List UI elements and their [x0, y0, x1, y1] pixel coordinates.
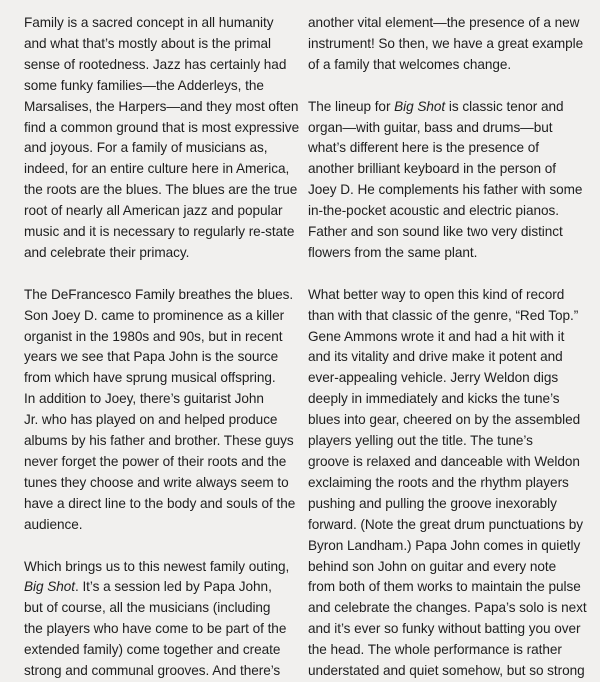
text-line: exclaiming the roots and the rhythm players — [308, 474, 569, 490]
text-line: Family is a sacred concept in all humanity — [24, 15, 274, 30]
text-line: some funky families—the Adderleys, the — [24, 77, 264, 93]
text-line: and what that’s mostly about is the primal — [24, 35, 271, 51]
paragraph-vital-element — [308, 13, 584, 76]
text-line: groove is relaxed and danceable with Weldon — [308, 454, 580, 469]
text-line: strong and communal grooves. And there’s — [24, 663, 281, 679]
left-text-column — [24, 13, 300, 682]
text-line: and it’s ever so funky without batting you over — [308, 621, 581, 637]
text-line: what’s different here is the presence of — [308, 140, 539, 156]
text-line: audience. — [24, 516, 83, 532]
text-line: Joey D. He complements his father with some — [308, 182, 583, 198]
text-line: from which have sprung musical offspring. — [24, 370, 276, 386]
text-line: extended family) come together and create — [24, 642, 281, 658]
text-line: and celebrate their primacy. — [24, 244, 190, 260]
text-line: pushing and pulling the groove inexorably — [308, 495, 557, 511]
text-line: forward. (Note the great drum punctuations by — [308, 516, 584, 532]
text-line: another vital element—the presence of a new — [308, 15, 580, 30]
text-line: root of nearly all American jazz and popular — [24, 203, 283, 219]
paragraph-gap — [308, 264, 578, 285]
text-line-with-title — [24, 577, 294, 598]
text-line: and celebrate the changes. Papa’s solo is next — [308, 600, 587, 616]
text-line: players yelling out the title. The tune’s — [308, 433, 533, 449]
text-line: indeed, for an entire culture here in America, — [24, 161, 290, 177]
paragraph-lineup — [308, 97, 583, 264]
text-line: Jr. who has played on and helped produce — [24, 412, 278, 428]
album-title: Big Shot — [24, 579, 75, 595]
paragraph-defrancesco-family — [24, 285, 294, 536]
text-fragment: The lineup for — [308, 98, 395, 114]
text-line: understated and quiet somehow, but so strong — [308, 663, 585, 679]
paragraph-red-top — [308, 285, 587, 682]
text-line: from both of them works to maintain the pulse — [308, 579, 581, 595]
text-line: music and it is necessary to regularly re-state — [24, 224, 295, 240]
text-line: years we see that Papa John is the source — [24, 349, 279, 365]
text-line: sense of rootedness. Jazz has certainly had — [24, 56, 287, 72]
paragraph-gap — [24, 536, 294, 557]
text-line: of a family that welcomes change. — [308, 56, 512, 72]
text-line: albums by his father and brother. These guys — [24, 433, 294, 449]
text-line: behind son John on guitar and every note — [308, 558, 557, 574]
text-fragment: . It’s a session led by Papa John, — [75, 579, 272, 595]
text-line: organ—with guitar, bass and drums—but — [308, 119, 553, 135]
text-line: deeply in immediately and kicks the tune’s — [308, 391, 560, 407]
text-line: but of course, all the musicians (including — [24, 600, 271, 616]
text-line: Byron Landham.) Papa John comes in quietly — [308, 537, 581, 553]
text-line: ever-appealing vehicle. Jerry Weldon digs — [308, 370, 559, 386]
text-line: tunes they choose and write always seem to — [24, 474, 289, 490]
text-line: Marsalises, the Harpers—and they most often — [24, 98, 299, 114]
text-line-with-title — [308, 97, 578, 118]
text-line: Son Joey D. came to prominence as a killer — [24, 307, 285, 323]
paragraph-gap — [24, 264, 294, 285]
paragraph-gap — [308, 76, 578, 97]
text-line: never forget the power of their roots and the — [24, 454, 287, 470]
text-line: than with that classic of the genre, “Red Top.” — [308, 307, 579, 323]
text-fragment: is classic tenor and — [445, 98, 564, 114]
text-line: find a common ground that is most expressive — [24, 119, 300, 135]
album-title: Big Shot — [394, 98, 446, 114]
text-line: and its vitality and drive make it potent and — [308, 349, 563, 365]
text-line: another brilliant keyboard in the person of — [308, 161, 556, 177]
text-line: organist in the 1980s and 90s, but in recent — [24, 328, 283, 344]
text-line: Gene Ammons wrote it and had a hit with it — [308, 328, 565, 344]
text-line: The DeFrancesco Family breathes the blues. — [24, 286, 294, 302]
text-line: the head. The whole performance is rather — [308, 642, 562, 658]
text-line: flowers from the same plant. — [308, 244, 478, 260]
text-line: the players who have come to be part of the — [24, 621, 287, 637]
text-line: have a direct line to the body and souls of the — [24, 495, 296, 511]
text-line: Which brings us to this newest family outing, — [24, 558, 290, 574]
text-line: instrument! So then, we have a great example — [308, 35, 584, 51]
text-line: In addition to Joey, there’s guitarist John — [24, 391, 264, 407]
text-line: blues into gear, cheered on by the assembled — [308, 412, 581, 428]
right-text-column — [308, 13, 587, 682]
text-line: What better way to open this kind of record — [308, 286, 565, 302]
text-line: and joyous. For a family of musicians as, — [24, 140, 268, 156]
text-line: the roots are the blues. The blues are the true — [24, 182, 298, 198]
text-line: in-the-pocket acoustic and electric pianos. — [308, 203, 559, 219]
paragraph-newest-outing — [24, 557, 294, 682]
text-line: Father and son sound like two very distinct — [308, 224, 563, 240]
paragraph-family-concept — [24, 13, 300, 264]
